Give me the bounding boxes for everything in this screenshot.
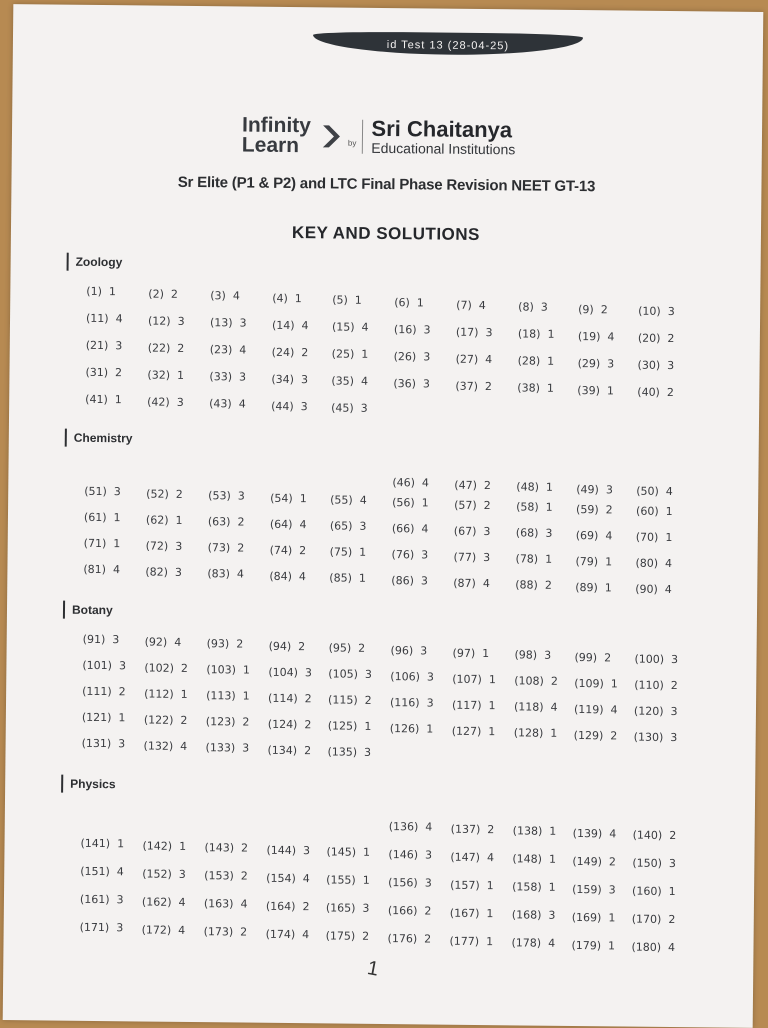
answer-item: (150) 3: [632, 857, 677, 871]
answer-item: (74) 2: [269, 543, 307, 557]
answer-item: (88) 2: [515, 578, 552, 592]
answer-item: (63) 2: [207, 515, 245, 529]
answer-item: (129) 2: [573, 728, 618, 743]
answer-item: (37) 2: [455, 379, 493, 393]
answer-item: (162) 4: [141, 895, 186, 909]
answer-item: (155) 1: [326, 873, 370, 888]
logo-learn-text: Learn: [241, 133, 300, 158]
answer-item: (122) 2: [143, 713, 188, 727]
answer-item: (143) 2: [204, 841, 249, 855]
answer-item: (51) 3: [84, 484, 121, 499]
answer-item: (152) 3: [142, 867, 186, 881]
answer-item: (134) 2: [267, 743, 312, 758]
answer-item: (69) 4: [575, 528, 613, 543]
answer-item: (96) 3: [390, 644, 428, 658]
section-title-physics: Physics: [61, 775, 116, 794]
answer-item: (68) 3: [515, 526, 553, 540]
answer-item: (133) 3: [205, 741, 250, 755]
answer-item: (114) 2: [268, 691, 312, 706]
answer-item: (81) 4: [83, 562, 121, 577]
answer-item: (116) 3: [389, 696, 434, 710]
answer-item: (50) 4: [636, 485, 673, 499]
answer-item: (124) 2: [267, 717, 312, 732]
logo-infinity-text: Infinity: [241, 113, 312, 138]
answer-item: (77) 3: [453, 550, 491, 564]
answer-item: (172) 4: [141, 923, 186, 937]
answer-item: (72) 3: [145, 539, 183, 553]
answer-item: (8) 3: [518, 300, 548, 314]
answer-item: (111) 2: [82, 684, 126, 699]
logo-sc-name: Sri Chaitanya: [371, 115, 513, 143]
answer-item: (32) 1: [147, 368, 185, 382]
answer-item: (43) 4: [209, 397, 246, 411]
answer-item: (158) 1: [512, 880, 556, 895]
answer-item: (38) 1: [517, 381, 554, 395]
answer-item: (46) 4: [392, 476, 429, 490]
answer-item: (118) 4: [513, 700, 558, 715]
answer-item: (61) 1: [83, 510, 121, 525]
section-title-botany: Botany: [63, 601, 113, 620]
answer-item: (168) 3: [511, 908, 556, 923]
answer-item: (47) 2: [454, 478, 491, 492]
answer-item: (70) 1: [635, 531, 673, 545]
answer-item: (103) 1: [206, 663, 251, 677]
answer-item: (85) 1: [329, 571, 366, 586]
answer-item: (87) 4: [453, 576, 490, 590]
chevron-right-icon: [320, 123, 342, 149]
answer-item: (142) 1: [142, 839, 187, 853]
answer-item: (115) 2: [327, 693, 372, 708]
answer-item: (36) 3: [393, 377, 431, 391]
answer-item: (180) 4: [631, 941, 676, 955]
answer-item: (138) 1: [512, 824, 557, 839]
answer-item: (170) 2: [631, 913, 676, 927]
answer-item: (156) 3: [388, 876, 432, 890]
answer-item: (53) 3: [208, 489, 245, 503]
institution-logo: [242, 110, 563, 165]
torn-header-strip: id Test 13 (28-04-25): [313, 31, 583, 56]
answer-item: (26) 3: [393, 350, 431, 364]
answer-item: (73) 2: [207, 541, 245, 555]
answer-item: (22) 2: [147, 341, 185, 355]
answer-item: (132) 4: [143, 739, 188, 753]
section-title-zoology: Zoology: [67, 253, 123, 272]
answer-item: (163) 4: [203, 897, 248, 911]
answer-item: (52) 2: [146, 487, 183, 501]
answer-item: (131) 3: [81, 736, 126, 751]
answer-item: (136) 4: [388, 820, 433, 834]
answer-item: (35) 4: [331, 374, 369, 389]
answer-item: (153) 2: [204, 869, 248, 883]
exam-title: Sr Elite (P1 & P2) and LTC Final Phase Revision NEET GT-13: [177, 173, 596, 196]
answer-item: (100) 3: [634, 653, 679, 667]
answer-item: (91) 3: [82, 632, 120, 647]
answer-item: (148) 1: [512, 852, 557, 867]
answer-item: (66) 4: [391, 522, 429, 536]
answer-item: (16) 3: [393, 323, 431, 337]
answer-item: (24) 2: [271, 345, 309, 360]
answer-item: (94) 2: [268, 639, 306, 653]
answer-item: (79) 1: [575, 554, 613, 569]
answer-item: (31) 2: [85, 365, 123, 380]
answer-key-page: [3, 4, 764, 1028]
answer-item: (106) 3: [390, 670, 434, 684]
answer-item: (126) 1: [389, 722, 434, 736]
answer-item: (13) 3: [209, 316, 247, 330]
answer-item: (105) 3: [328, 667, 372, 682]
answer-item: (178) 4: [511, 936, 556, 951]
answer-item: (48) 1: [516, 480, 553, 494]
answer-item: (41) 1: [85, 392, 122, 407]
answer-item: (58) 1: [516, 500, 553, 514]
answer-item: (154) 4: [266, 871, 310, 886]
answer-item: (146) 3: [388, 848, 433, 862]
answer-item: (25) 1: [331, 347, 369, 362]
answer-item: (177) 1: [449, 934, 494, 948]
answer-item: (139) 4: [572, 826, 617, 841]
answer-item: (161) 3: [79, 892, 124, 907]
answer-item: (4) 1: [272, 291, 302, 305]
answer-item: (64) 4: [269, 517, 307, 531]
answer-item: (7) 4: [456, 298, 486, 312]
answer-item: (56) 1: [392, 496, 429, 510]
answer-item: (93) 2: [206, 637, 244, 651]
answer-item: (82) 3: [145, 565, 183, 579]
answer-item: (75) 1: [329, 545, 367, 560]
answer-item: (167) 1: [449, 906, 494, 920]
answer-item: (39) 1: [577, 383, 614, 398]
answer-item: (33) 3: [209, 370, 247, 384]
answer-item: (171) 3: [79, 920, 124, 935]
answer-item: (42) 3: [147, 395, 184, 409]
answer-item: (113) 1: [206, 689, 250, 703]
answer-item: (19) 4: [577, 329, 615, 344]
answer-item: (10) 3: [638, 305, 675, 319]
answer-item: (99) 2: [574, 650, 612, 665]
answer-item: (98) 3: [514, 648, 552, 662]
answer-item: (165) 3: [325, 901, 370, 916]
answer-item: (147) 4: [450, 850, 495, 864]
section-title-chemistry: Chemistry: [65, 429, 133, 448]
answer-item: (30) 3: [637, 359, 675, 373]
answer-item: (149) 2: [572, 854, 617, 869]
answer-item: (121) 1: [81, 710, 126, 725]
answer-item: (92) 4: [144, 635, 182, 649]
answer-item: (160) 1: [632, 885, 676, 899]
answer-item: (28) 1: [517, 354, 555, 368]
answer-item: (9) 2: [578, 302, 608, 317]
answer-item: (40) 2: [637, 386, 674, 400]
answer-item: (112) 1: [144, 687, 188, 701]
answer-item: (18) 1: [517, 327, 555, 341]
answer-item: (67) 3: [453, 524, 491, 538]
answer-item: (14) 4: [271, 318, 309, 333]
answer-item: (107) 1: [452, 672, 496, 686]
answer-item: (144) 3: [266, 843, 311, 858]
answer-item: (127) 1: [451, 724, 496, 738]
answer-item: (5) 1: [332, 293, 362, 308]
answer-item: (137) 2: [450, 822, 495, 836]
answer-item: (3) 4: [210, 289, 240, 303]
answer-item: (97) 1: [452, 646, 490, 660]
answer-item: (95) 2: [328, 641, 366, 656]
answer-item: (86) 3: [391, 574, 428, 588]
answer-item: (141) 1: [80, 836, 125, 851]
answer-item: (140) 2: [632, 829, 677, 843]
answer-item: (20) 2: [637, 332, 675, 346]
answer-item: (27) 4: [455, 352, 493, 366]
answer-item: (173) 2: [203, 925, 248, 939]
answer-item: (60) 1: [635, 505, 673, 519]
answer-item: (59) 2: [576, 502, 613, 517]
answer-item: (76) 3: [391, 548, 429, 562]
answer-item: (12) 3: [147, 314, 185, 328]
answer-item: (157) 1: [450, 878, 494, 892]
answer-item: (166) 2: [387, 904, 432, 918]
answer-item: (89) 1: [575, 580, 612, 595]
answer-item: (145) 1: [326, 845, 371, 860]
answer-item: (44) 3: [271, 399, 308, 414]
logo-sc-subtitle: Educational Institutions: [371, 139, 516, 158]
answer-item: (128) 1: [513, 726, 558, 741]
answer-item: (34) 3: [271, 372, 309, 387]
answer-item: (120) 3: [633, 705, 678, 719]
answer-item: (17) 3: [455, 325, 493, 339]
answer-item: (49) 3: [576, 482, 613, 497]
page-number: 1: [365, 957, 381, 981]
answer-item: (179) 1: [571, 938, 616, 953]
answer-item: (164) 2: [265, 899, 310, 914]
answer-item: (119) 4: [573, 702, 618, 717]
answer-item: (23) 4: [209, 343, 247, 357]
answer-item: (84) 4: [269, 569, 307, 583]
sri-chaitanya-logo: [371, 115, 516, 158]
answer-item: (57) 2: [454, 498, 491, 512]
answer-item: (123) 2: [205, 715, 250, 729]
answer-item: (135) 3: [327, 745, 372, 760]
answer-item: (83) 4: [207, 567, 245, 581]
answer-item: (109) 1: [574, 676, 618, 691]
answer-item: (108) 2: [514, 674, 558, 689]
answer-item: (174) 4: [265, 927, 310, 942]
logo-by-text: by: [347, 138, 357, 148]
answer-item: (102) 2: [144, 661, 189, 675]
answer-item: (55) 4: [330, 493, 367, 508]
answer-item: (151) 4: [80, 864, 124, 879]
answer-item: (169) 1: [571, 910, 616, 925]
answer-item: (1) 1: [86, 284, 116, 299]
answer-item: (21) 3: [85, 338, 123, 353]
answer-item: (110) 2: [634, 679, 678, 693]
answer-item: (125) 1: [327, 719, 372, 734]
answer-item: (2) 2: [148, 287, 178, 301]
answer-item: (65) 3: [329, 519, 367, 534]
logo-divider: [362, 120, 363, 154]
answer-item: (80) 4: [635, 557, 673, 571]
answer-item: (54) 1: [270, 491, 307, 505]
answer-item: (6) 1: [394, 296, 424, 310]
answer-item: (11) 4: [85, 311, 123, 326]
answer-item: (101) 3: [82, 658, 127, 673]
answer-item: (62) 1: [145, 513, 183, 527]
answer-item: (159) 3: [572, 882, 616, 897]
answer-item: (15) 4: [331, 320, 369, 335]
answer-item: (45) 3: [331, 401, 368, 416]
answer-item: (104) 3: [268, 665, 313, 680]
answer-item: (90) 4: [635, 583, 672, 597]
answer-item: (78) 1: [515, 552, 553, 566]
key-title: KEY AND SOLUTIONS: [291, 223, 481, 244]
answer-item: (29) 3: [577, 356, 615, 371]
answer-item: (176) 2: [387, 932, 432, 946]
answer-item: (130) 3: [633, 731, 678, 745]
answer-item: (175) 2: [325, 929, 370, 944]
answer-item: (117) 1: [451, 698, 496, 712]
answer-item: (71) 1: [83, 536, 121, 551]
